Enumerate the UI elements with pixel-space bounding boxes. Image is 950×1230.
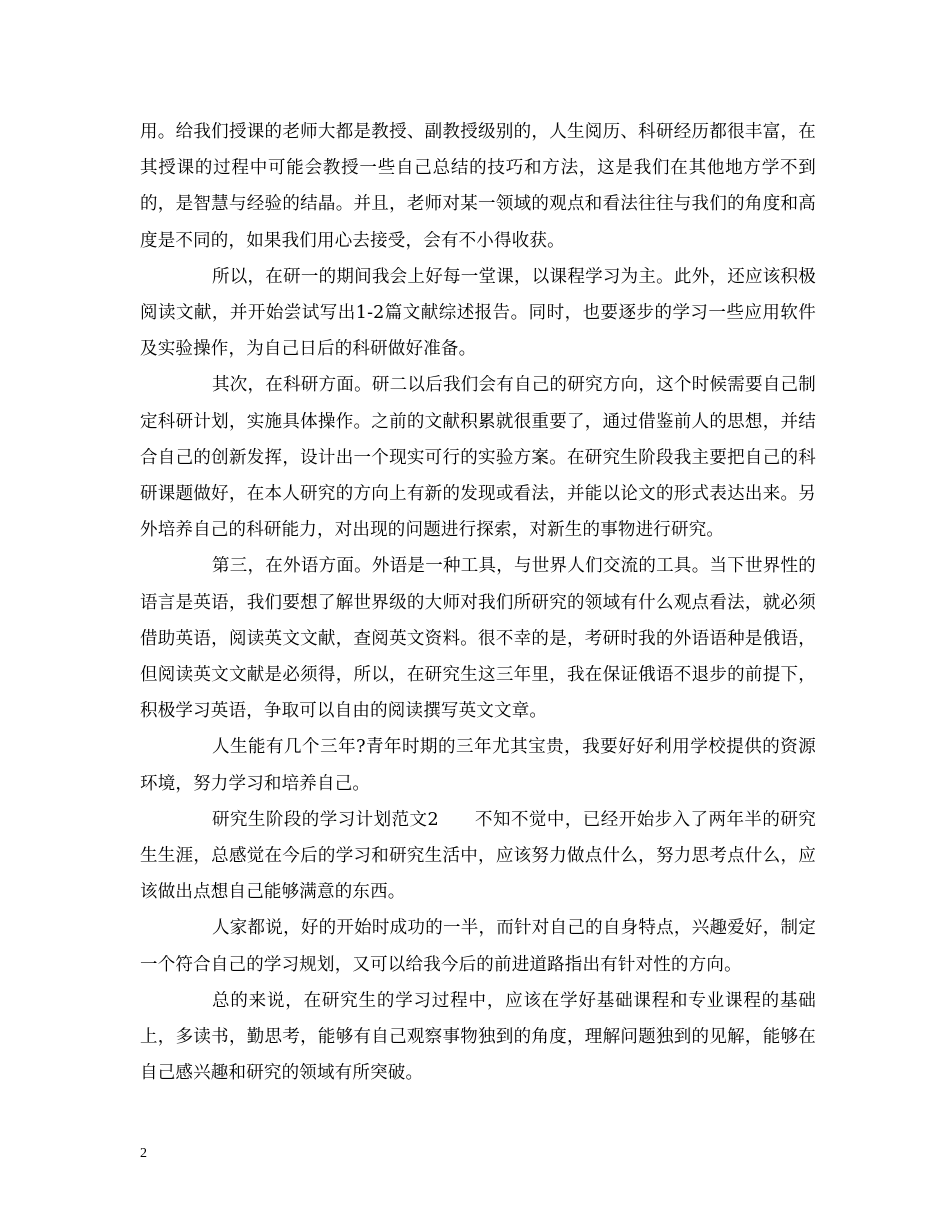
paragraph-1: 用。给我们授课的老师大都是教授、副教授级别的，人生阅历、科研经历都很丰富，在其授课的过程中可能会教授一些自己总结的技巧和方法，这是我们在其他地方学不到的，是智慧与经验的结晶。并且，老师对某一领域的观点和看法往往与我们的角度和高度是不同的，如果我们用心去接受，会有不小得收获。 [140, 122, 816, 251]
paragraph-7: 人家都说，好的开始时成功的一半，而针对自己的自身特点，兴趣爱好，制定一个符合自己的学习规划，又可以给我今后的前进道路指出有针对性的方向。 [140, 918, 816, 975]
paragraph-2: 所以，在研一的期间我会上好每一堂课，以课程学习为主。此外，还应该积极阅读文献，并开始尝试写出1-2篇文献综述报告。同时，也要逐步的学习一些应用软件及实验操作，为自己日后的科研做好准备。 [140, 266, 816, 360]
paragraph-6: 研究生阶段的学习计划范文2 不知不觉中，已经开始步入了两年半的研究生生涯，总感觉在今后的学习和研究生活中，应该努力做点什么，努力思考点什么，应该做出点想自己能够满意的东西。 [140, 809, 816, 903]
page-number: 2 [140, 1146, 147, 1161]
paragraph-8: 总的来说，在研究生的学习过程中，应该在学好基础课程和专业课程的基础上，多读书，勤思考，能够有自己观察事物独到的角度，理解问题独到的见解，能够在自己感兴趣和研究的领域有所突破。 [140, 990, 816, 1084]
paragraph-5: 人生能有几个三年?青年时期的三年尤其宝贵，我要好好利用学校提供的资源环境，努力学习和培养自己。 [140, 737, 816, 794]
document-body [140, 114, 816, 1091]
paragraph-3: 其次，在科研方面。研二以后我们会有自己的研究方向，这个时候需要自己制定科研计划，实施具体操作。之前的文献积累就很重要了，通过借鉴前人的思想，并结合自己的创新发挥，设计出一个现实可行的实验方案。在研究生阶段我主要把自己的科研课题做好，在本人研究的方向上有新的发现或看法，并能以论文的形式表达出来。另外培养自己的科研能力，对出现的问题进行探索，对新生的事物进行研究。 [140, 375, 816, 541]
paragraph-4: 第三，在外语方面。外语是一种工具，与世界人们交流的工具。当下世界性的语言是英语，我们要想了解世界级的大师对我们所研究的领域有什么观点看法，就必须借助英语，阅读英文文献，查阅英文资料。很不幸的是，考研时我的外语语种是俄语，但阅读英文文献是必须得，所以，在研究生这三年里，我在保证俄语不退步的前提下，积极学习英语，争取可以自由的阅读撰写英文文章。 [140, 556, 816, 722]
